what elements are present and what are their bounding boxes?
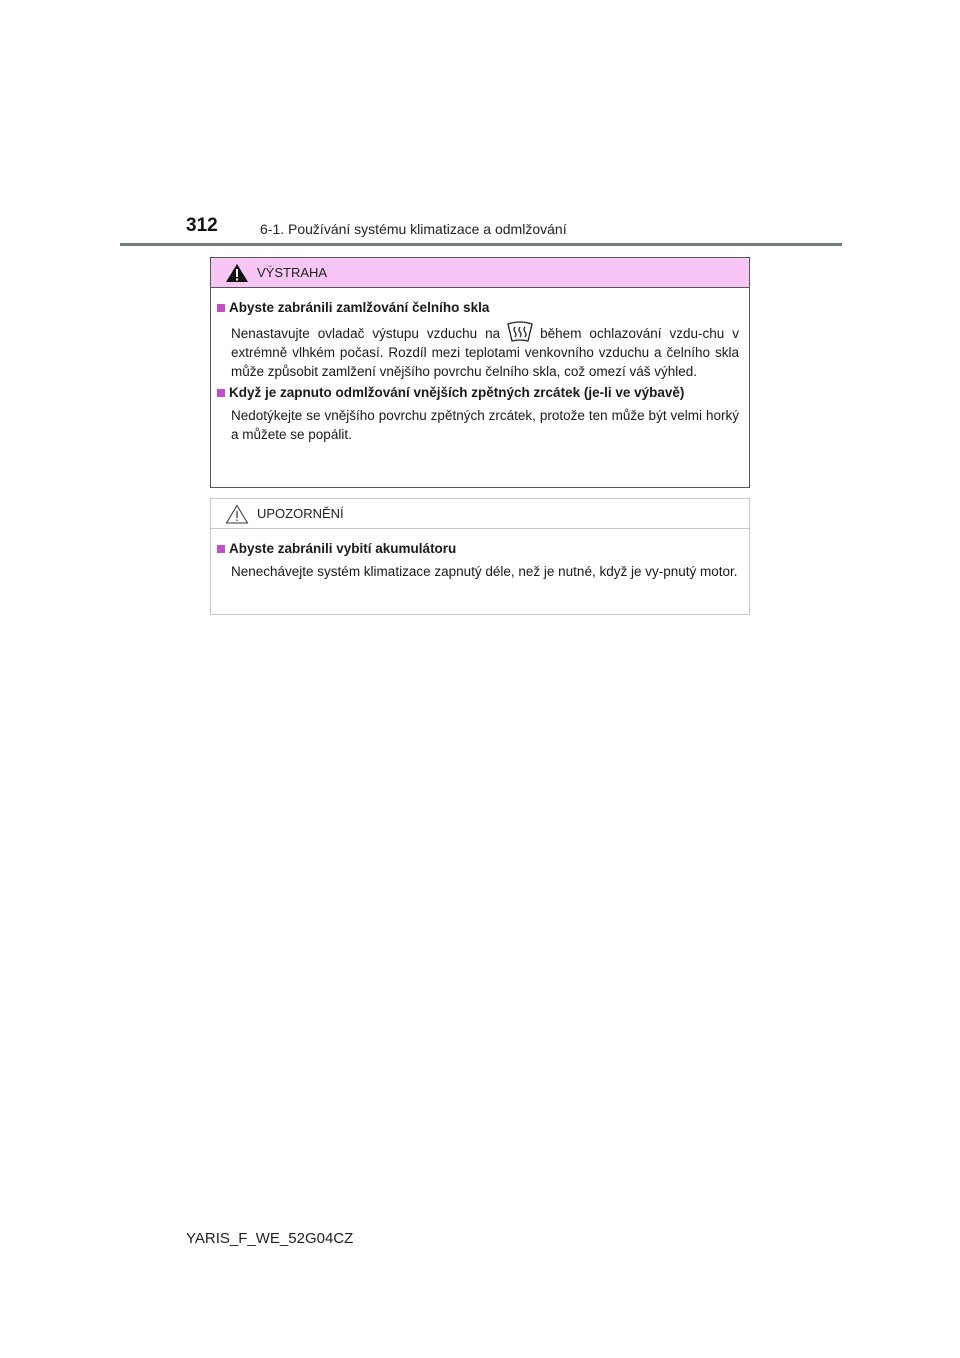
page-number: 312 [186, 215, 218, 236]
chapter-title: 6-1. Používání systému klimatizace a odmlžování [260, 221, 567, 237]
caution-header [211, 499, 749, 529]
section-text: Nenechávejte systém klimatizace zapnutý déle, než je nutné, když je vy-pnutý motor. [231, 564, 738, 579]
section-heading [217, 541, 741, 556]
section-text [231, 321, 739, 381]
section-heading-text: Abyste zabránili vybití akumulátoru [229, 541, 457, 556]
section-heading [217, 385, 741, 400]
warning-box [210, 257, 750, 488]
warning-section-1 [217, 300, 741, 381]
warning-section-2 [217, 385, 741, 444]
caution-label: UPOZORNĚNÍ [257, 506, 344, 521]
caution-section-1 [217, 541, 741, 581]
warning-triangle-icon [225, 263, 249, 283]
caution-box [210, 498, 750, 615]
header-rule [120, 243, 842, 246]
text-after-icon: během ochlazování vzdu-chu v extrémně vlhkém počasí. Rozdíl mezi teplotami venkovního vzduchu a čelního skla může způsobit zamlžení vnějšího povrchu čelního skla, což omezí váš výhled. [231, 326, 740, 379]
section-heading-text: Abyste zabránili zamlžování čelního skla [229, 300, 490, 315]
warning-label: VÝSTRAHA [257, 265, 328, 280]
square-bullet-icon [217, 389, 225, 397]
section-heading-text: Když je zapnuto odmlžování vnějších zpětných zrcátek (je-li ve výbavě) [229, 385, 685, 400]
text-before-icon: Nenastavujte ovladač výstupu vzduchu na [231, 326, 501, 341]
caution-triangle-icon [225, 504, 249, 524]
square-bullet-icon [217, 545, 225, 553]
windshield-defroster-icon [506, 321, 534, 343]
section-text: Nedotýkejte se vnějšího povrchu zpětných zrcátek, protože ten může být velmi horký a můžete se popálit. [231, 408, 739, 442]
square-bullet-icon [217, 304, 225, 312]
document-code: YARIS_F_WE_52G04CZ [186, 1230, 354, 1247]
section-heading [217, 300, 741, 315]
warning-header [211, 258, 749, 288]
